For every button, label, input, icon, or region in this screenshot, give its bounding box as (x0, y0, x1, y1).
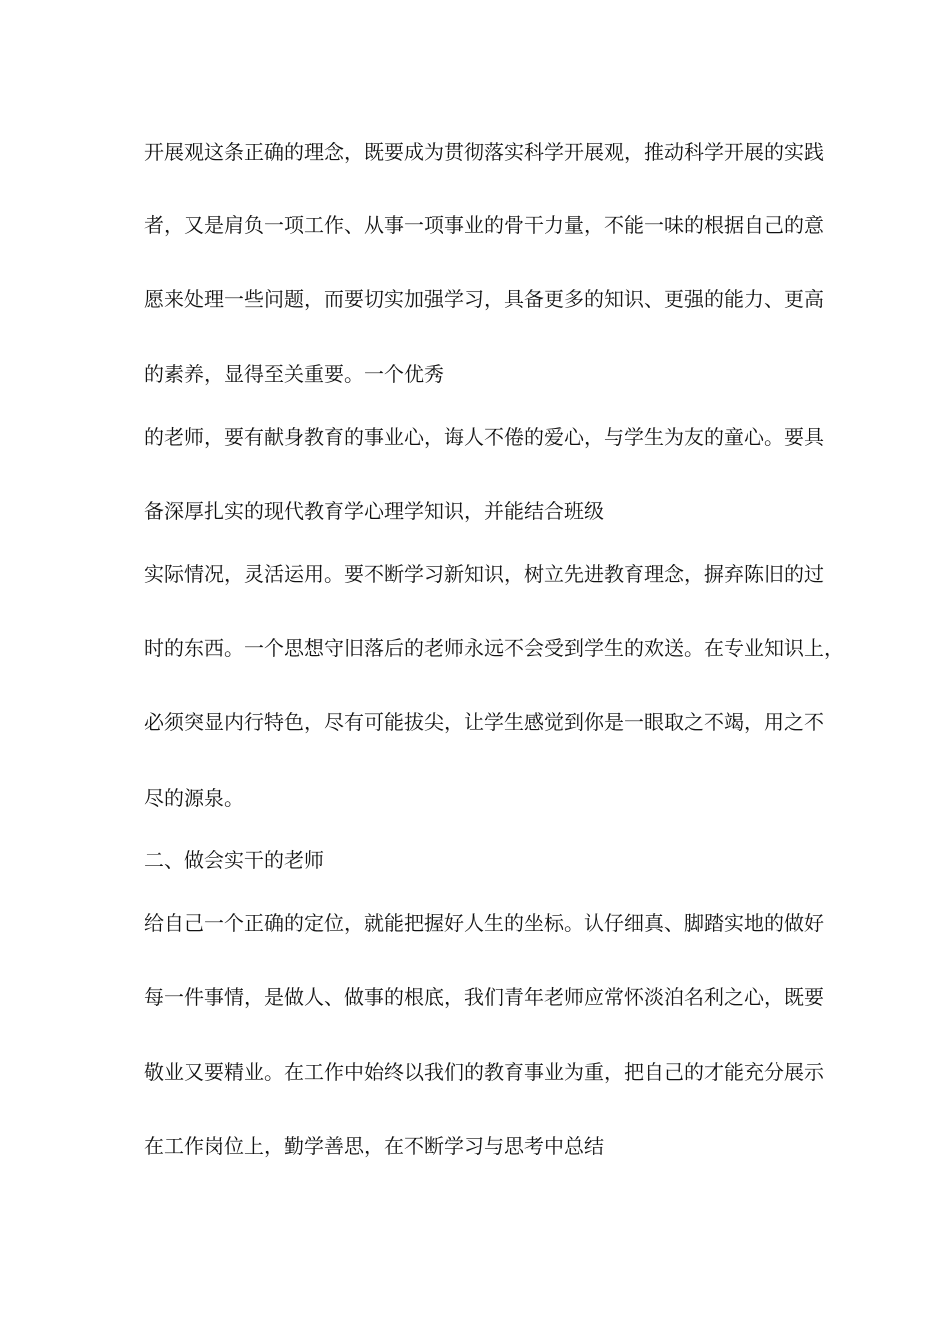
text-line: 的老师，要有献身教育的事业心，诲人不倦的爱心，与学生为友的童心。要具 (144, 425, 824, 449)
text-line: 者，又是肩负一项工作、从事一项事业的骨干力量，不能一味的根据自己的意 (144, 213, 824, 237)
text-line: 开展观这条正确的理念，既要成为贯彻落实科学开展观，推动科学开展的实践 (144, 140, 824, 164)
text-line: 在工作岗位上，勤学善思，在不断学习与思考中总结 (144, 1134, 604, 1158)
text-line: 愿来处理一些问题，而要切实加强学习，具备更多的知识、更强的能力、更高 (144, 287, 824, 311)
section-heading: 二、做会实干的老师 (144, 848, 324, 872)
text-line: 时的东西。一个思想守旧落后的老师永远不会受到学生的欢送。在专业知识上， (144, 636, 844, 660)
text-line: 实际情况，灵活运用。要不断学习新知识，树立先进教育理念，摒弃陈旧的过 (144, 562, 824, 586)
text-line: 的素养，显得至关重要。一个优秀 (144, 362, 444, 386)
text-line: 备深厚扎实的现代教育学心理学知识，并能结合班级 (144, 499, 604, 523)
text-line: 每一件事情，是做人、做事的根底，我们青年老师应常怀淡泊名利之心，既要 (144, 985, 824, 1009)
text-line: 尽的源泉。 (144, 786, 244, 810)
text-line: 必须突显内行特色，尽有可能拔尖，让学生感觉到你是一眼取之不竭，用之不 (144, 710, 824, 734)
text-line: 给自己一个正确的定位，就能把握好人生的坐标。认仔细真、脚踏实地的做好 (144, 911, 824, 935)
text-line: 敬业又要精业。在工作中始终以我们的教育事业为重，把自己的才能充分展示 (144, 1060, 824, 1084)
